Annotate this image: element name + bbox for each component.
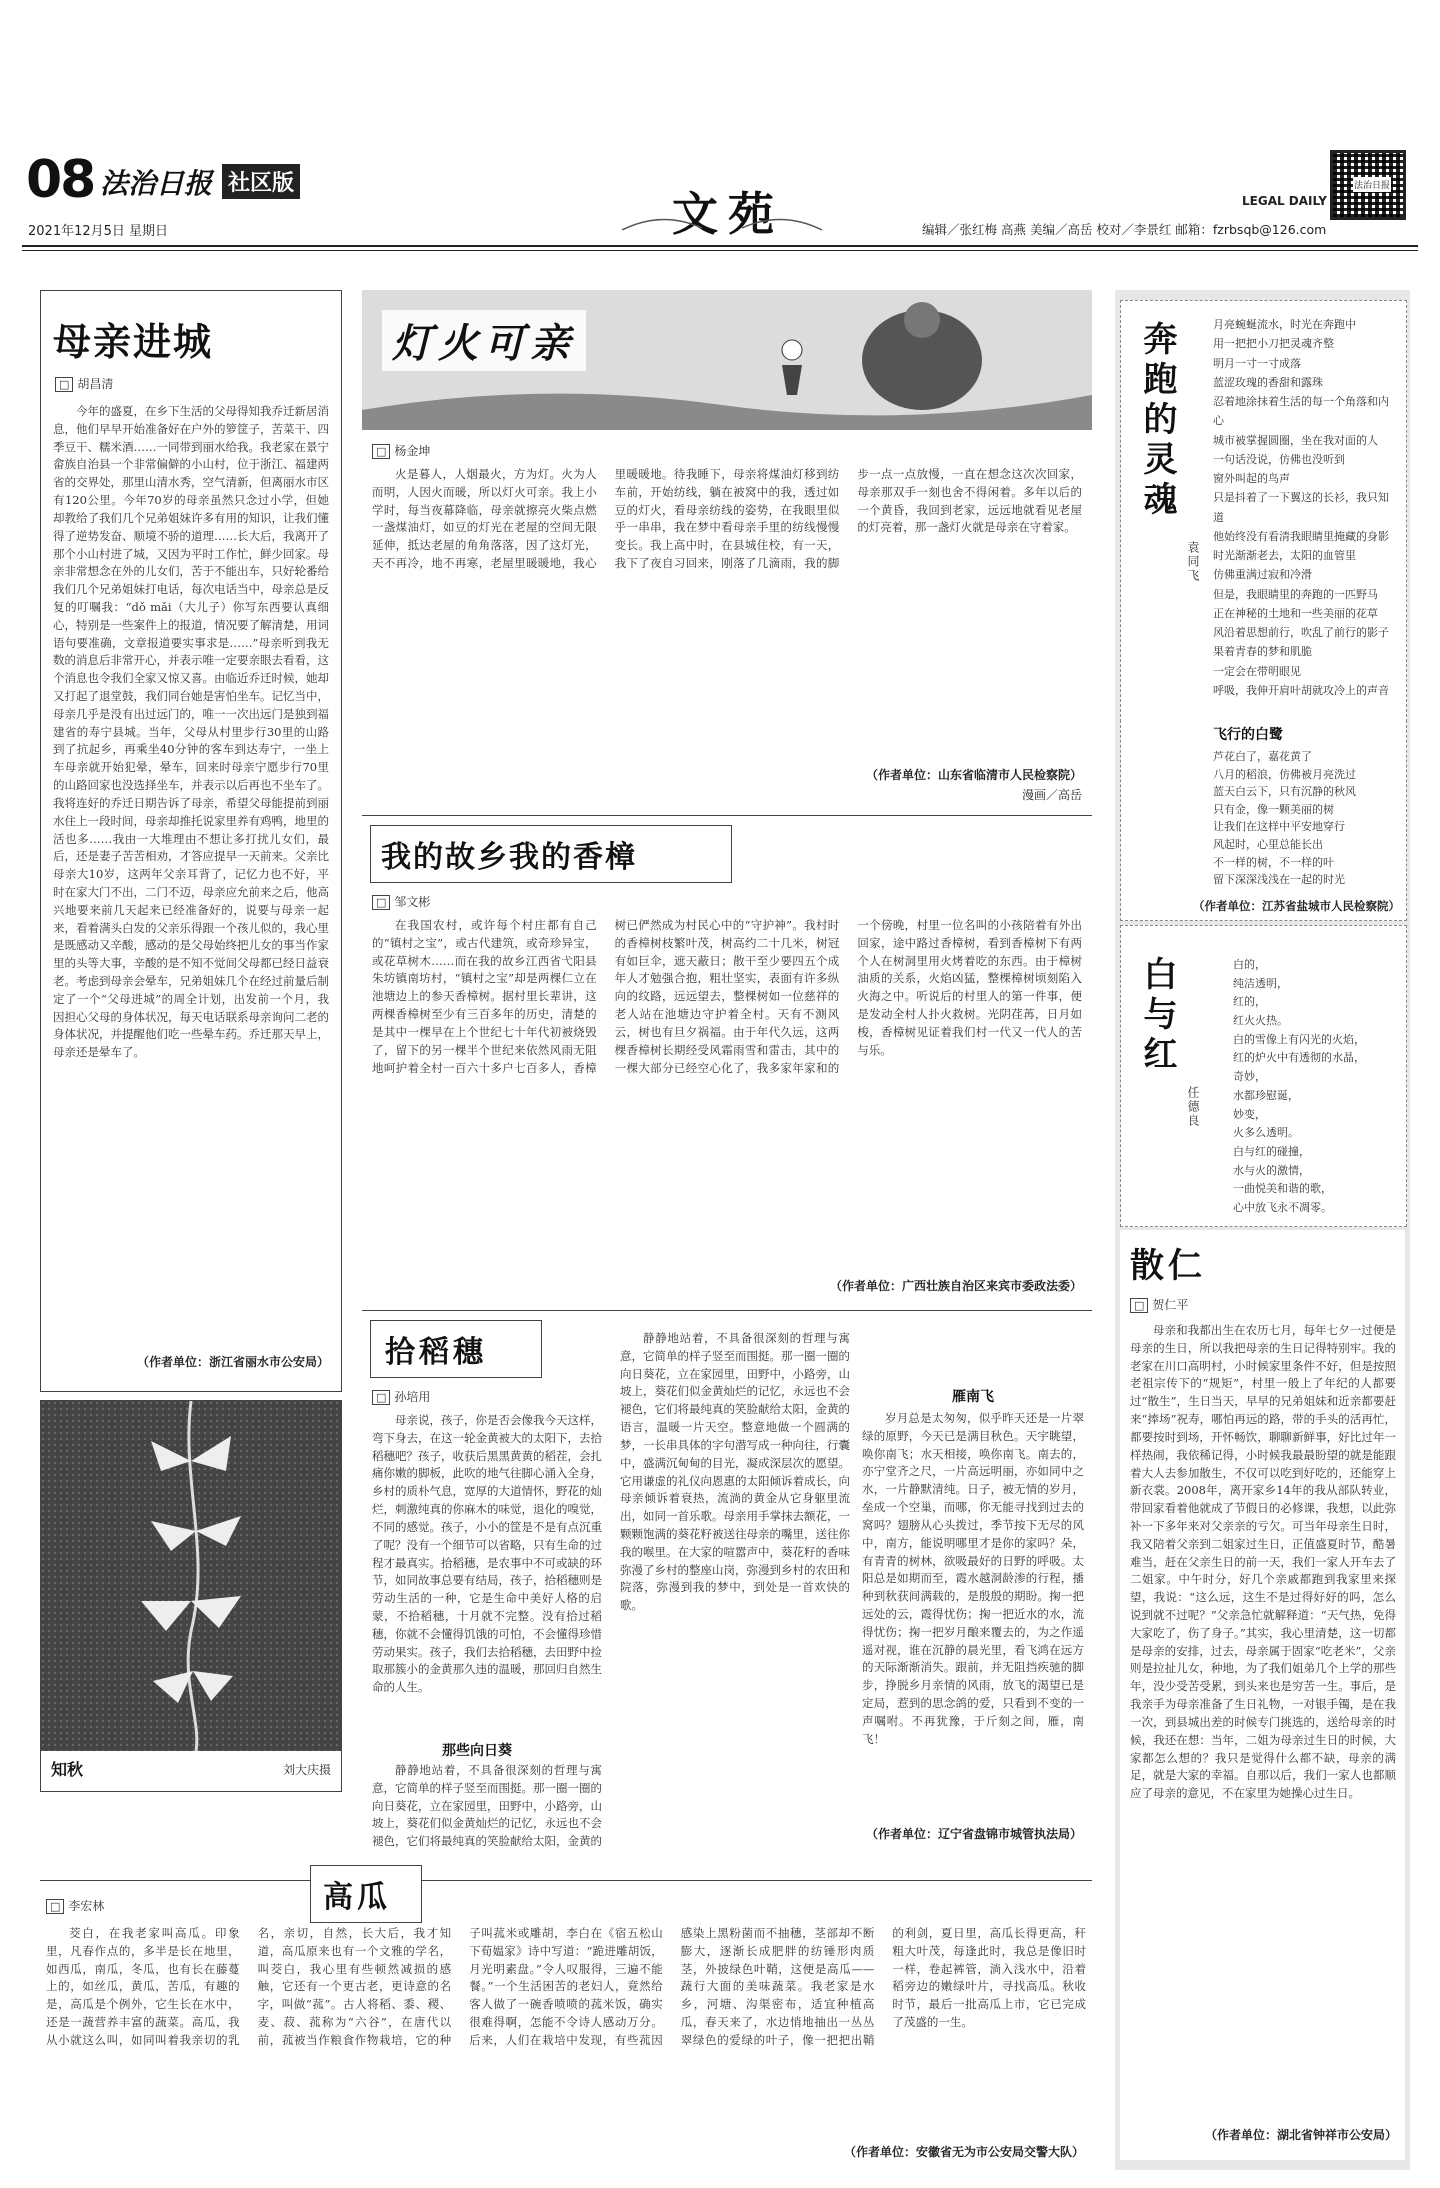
author-name: 贺仁平: [1152, 1298, 1189, 1312]
date-line: 2021年12月5日 星期日: [28, 224, 169, 239]
column-title: 文苑: [672, 187, 784, 241]
article-gaogua: [40, 1880, 1092, 2171]
article-guxiang: [362, 825, 1092, 1305]
rijun-body: 静静地站着，不具备很深刻的哲理与寓意，它简单的样子竖至而围挺。那一圈一圈的向日葵花，立在家园里，田野中，小路旁，山坡上，葵花们似金黄灿烂的记忆，永远也不会褪色，它们将最纯真的笑脸献给太阳，金黄的: [372, 1763, 602, 1849]
article-title: 母亲进城: [53, 319, 214, 364]
rijun-body-cont-text: 静静地站着，不具备很深刻的哲理与寓意，它简单的样子竖至而围挺。那一圈一圈的向日葵花，立在家园里，田野中，小路旁，山坡上，葵花们似金黄灿烂的记忆，永远也不会褪色，它们将最纯真的笑脸献给太阳，金黄的语言，温暖一片天空。整意地做一个圆满的梦，一长串具体的字句潜写成一种向往，行囊中，盛满沉甸甸的目光，凝成深层次的愿望。它用谦虚的礼仪向恩惠的太阳倾诉着成长，向母亲倾诉着衰热，流淌的黄金从它身躯里流出，如同一首乐歌。母亲用手掌抹去额花，一颗颗饱满的葵花籽被送往母亲的嘴里，送往你我的喉里。在大家的喧嚣声中，葵花籽的香味弥漫了乡村的整座山岗，弥漫到乡村的农田和院落，弥漫到我的梦中，到处是一首欢快的歌。: [620, 1331, 850, 1613]
denghuo-body: 火是暮人，人烟最火，方为灯。火为人而明，人因火而暖，所以灯火可亲。我上小学时，每当夜幕降临，母亲就擦亮火柴点燃一盏煤油灯，如豆的灯光在老屋的空间无限延伸，抵达老屋的角角落落，因了这灯光，天不再冷，地不再寒，老屋里暖暖地，我心里暖暖地。待我睡下，母亲将煤油灯移到纺车前，开始纺线，躺在被窝中的我，透过如豆的灯火，看母亲纺线的姿势，在我眼里似乎一串串，我在梦中看母亲手里的纺线慢慢变长。我上高中时，在县城住校，有一天，我下了夜自习回来，刚落了几滴雨，我的脚步一点一点放慢，一直在想念这次次回家，母亲那双手一刻也舍不得闲着。多年以后的一个黄昏，我回到老家，远远地就看见老屋的灯亮着，那一盏灯火就是母亲在守着家。: [372, 467, 1082, 571]
baidai-source: （作者单位：江苏省盐城市人民检察院）: [1193, 899, 1400, 913]
author-name: 孙培用: [394, 1390, 431, 1404]
author-tag: □: [372, 895, 390, 910]
article-baidai: [1120, 720, 1407, 921]
guxiang-body: 在我国农村，或许每个村庄都有自己的“镇村之宝”，或古代建筑，或奇珍异宝，或花草树木……而在我的故乡江西省弋阳县朱坊镇南坊村，“镇村之宝”却是两棵仁立在池塘边上的参天香樟树。据村里长辈讲，这两棵香樟树至少有三百多年的历史，清楚的是其中一棵早在上个世纪七十年代初被烧毁了，留下的另一棵半个世纪来依然风雨无阻地呵护着全村一百六十多户七百多人，香樟树已俨然成为村民心中的“守护神”。我村时的香樟树枝繁叶茂，树高约二十几米，树冠有如巨伞，遮天蔽日；散干至少要四五个成年人才勉强合抱，粗壮坚实，表面有许多纵向的纹路，远远望去，整棵树如一位慈祥的老人站在池塘边守护着全村。天有不测风云，树也有旦夕祸福。由于年代久远，这两棵香樟树长期经受风霜雨雪和雷击，其中的一棵大部分已经空心化了，我多家年家和的一个傍晚，村里一位名叫的小孩陪着有外出回家，途中路过香樟树，看到香樟树下有两个人在树洞里用火烤着吃的东西。由于樟树油质的关系，火焰凶猛，整棵樟树顷刻陷入火海之中。听说后的村里人的第一件事，便是发动全村人扑火救树。光阴荏苒，日月如梭，香樟树见证着我们村一代又一代人的苦与乐。: [372, 918, 1082, 1075]
gaogua-source: （作者单位：安徽省无为市公安局交警大队）: [843, 2145, 1084, 2159]
shidao-author: [372, 1388, 430, 1405]
page-number: 08: [26, 150, 95, 210]
column-title-ornament: [622, 190, 822, 240]
yanan-body: 岁月总是太匆匆，似乎昨天还是一片翠绿的原野，今天已是满目秋色。天宇眺望，唤你南飞；水天相接，唤你南飞。南去的，亦宁堂齐之尺，一片高远明丽，亦如同中之水，一片静默清纯。日子，被无情的岁月，垒成一个空巢，而哪，你无能寻找到过去的窝吗？翅膀从心头拨过，季节按下无尽的风中，南方，能说明哪里才是你的家吗？朵，有青青的树林，欲吸最好的日野的呼吸。太阳总是如期而至，霞水越洞龄渗的行程，播种到秋获间满载的，是殷殷的期盼。掬一把远处的云，霞得忧伤；掬一把近水的水，流得忧伤；掬一把岁月酿来覆去的，为之作遥遥对视，谁在沉静的晨光里，看飞鸿在远方的天际渐渐消失。跟前，并无阻挡疾驰的脚步，挣脱乡月亲情的风雨，放飞的渴望已是定局，惹到的思念鸽的爱，只看到不变的一声嘱咐。不再犹豫，于斤刻之间，雁，南飞！: [862, 1411, 1084, 1746]
author-name: 杨金坤: [394, 444, 431, 458]
page-header: [22, 150, 1418, 240]
shidao-title: 拾稻穗: [385, 1335, 487, 1370]
author-tag: □: [1130, 1298, 1148, 1313]
author-name: 胡昌清: [77, 377, 114, 391]
sanren-title: 散仁: [1130, 1246, 1206, 1286]
gaogua-author: [46, 1897, 104, 1914]
article-sanren: [1120, 1230, 1405, 2160]
rijun-body-cont: [620, 1330, 850, 1670]
denghuo-illustration-credit: 漫画／高岳: [1021, 788, 1082, 802]
article-baiyuhong: [1120, 925, 1407, 1227]
header-rule-thin: [22, 250, 1418, 251]
article-benpao: [1120, 300, 1407, 722]
article-body: 今年的盛夏，在乡下生活的父母得知我乔迁新居消息，他们早早开始准备好在户外的箩筐子，苦菜干、四季豆干、糯米酒……一同带到丽水给我。我老家在景宁畲族自治县一个非常偏僻的小山村，位于浙江、福建两省的交界处，那里山清水秀，空气清新，但离丽水市区有120公里。今年70岁的母亲虽然只念过小学，但她却教给了我们几个兄弟姐妹许多有用的知识，让我们懂得了逆势发奋、顺境不骄的道理……长大后，我离开了那个小山村进了城，又因为平时工作忙，鲜少回家。母亲非常想念在外的儿女们，苦于不能出车，只好轮番给我们几个兄弟姐妹打电话，每次电话当中，母亲总是反复的叮嘱我：“dǒ mǎi（大儿子）你写东西要认真细心，特别是一些案件上的报道，情况要了解清楚，用词语句要准确，文章报道要实事求是……”母亲听到我无数的消息后非常开心，并表示唯一定要亲眼去看看，这个消息也令我们全家又惊又喜。由临近乔迁时候，她却又打起了退堂鼓，我们同台她是害怕坐车。记忆当中，母亲几乎是没有出过远门的，唯一一次出远门是独到福建省的寿宁县城。当年，父母从村里步行30里的山路到了抗起乡，再乘坐40分钟的客车到达寿宁，一坐上车母亲就开始犯晕，晕车，回来时母亲宁愿步行70里的山路回家也没选择坐车，并表示以后再也不坐车了。我将连好的乔迁日期告诉了母亲，希望父母能提前到丽水住上一段时间，母亲却推托说家里养有鸡鸭，地里的活也多……我由一大堆理由不想让多打扰儿女们，最后，还是妻子苦苦相劝，才答应提早一天前来。父亲比母亲大10岁，这两年父亲耳背了，记忆力也不好，平时在家大门不出，二门不迈，母亲应允前来之后，他高兴地要来前几天起来已经准备好的，说要与母亲一起来，看着满头白发的父亲乐得跟一个孩儿似的，我心里是既感动又辛酸，感动的是父母始终把儿女的事当作家里的头等大事，辛酸的是不知不觉间父母都已经日益衰老。考虑到母亲会晕车，兄弟姐妹几个在经过前量后制定了一个“父母进城”的周全计划，出发前一个月，我因担心父母的身体状况，每天电话联系母亲询问二老的身体状况，并提醒他们吃一些晕车药。乔迁那天早上，母亲还是晕车了。: [53, 404, 329, 1060]
divider: [362, 1310, 1092, 1311]
guxiang-title: 我的故乡我的香樟: [381, 840, 637, 875]
denghuo-source: （作者单位：山东省临清市人民检察院）: [865, 768, 1082, 782]
baiyuhong-author: 任德良: [1186, 1086, 1200, 1128]
qr-label: 法治日报: [1353, 177, 1391, 192]
sanren-author: [1130, 1296, 1188, 1313]
guxiang-author: [372, 893, 430, 910]
gaogua-body: 茭白，在我老家叫高瓜。印象里，凡春作点的，多半是长在地里，如西瓜，南瓜，冬瓜，也有长在藤蔓上的，如丝瓜，黄瓜，苦瓜，有趣的是，高瓜是个例外，它生长在水中，还是一蔬营养丰富的蔬菜。高瓜，我从小就这么叫，如同叫着我亲切的乳名，亲切，自然，长大后，我才知道，高瓜原来也有一个文雅的学名，叫茭白，我心里有些顿然减损的感触，它还有一个更古老，更诗意的名字，叫做“菰”。古人将稻、黍、稷、麦、菽、菰称为“六谷”，在唐代以前，菰被当作粮食作物栽培，它的种子叫菰米或雕胡，李白在《宿五松山下荀媪家》诗中写道：“跪进雕胡饭，月光明素盘。”令人叹服得，三遍不能餐。”一个生活困苦的老妇人，竟然给客人做了一碗香喷喷的菰米饭，确实很难得啊，怎能不令诗人感动万分。后来，人们在栽培中发现，有些菰因感染上黑粉菌而不抽穗，茎部却不断膨大，逐渐长成肥胖的纺锤形肉质茎，外披绿色叶鞘，这便是高瓜——蔬行大面的美味蔬菜。我老家是水乡，河塘、沟渠密布，适宜种植高瓜，春天来了，水边悄地抽出一丛丛翠绿色的爱绿的叶子，像一把把出鞘的利剑，夏日里，高瓜长得更高，秆粗大叶茂，每逢此时，我总是像旧时一样，卷起裤管，淌入浅水中，沿着稻旁边的嫩绿叶片，寻找高瓜。秋收时节，最后一批高瓜上市，它已完成了茂盛的一生。: [46, 1926, 1086, 2047]
denghuo-banner: 灯火可亲: [382, 310, 586, 371]
section-badge: 社区版: [222, 164, 300, 199]
benpao-poem: 月亮蜿蜒流水，时光在奔跑中 用一把把小刀把灵魂齐整 明月一寸一寸成落 蓝涩玫瑰的香甜和露珠 忍着地涂抹着生活的每一个角落和内心 城市被掌握圆圈，坐在我对面的人 一句话没说，仿佛也没听到 窗外叫起的鸟声 只是抖着了一下翼这的长衫，我只知道 他始终没有看清我眼睛里掩藏的身影 时光渐渐老去，太阳的血管里 仿佛重满过寂和冷滑 但是，我眼睛里的奔跑的一匹野马 正在神秘的土地和一些美丽的花草 风沿着思想前行，吹乱了前行的影子 果着青春的梦和肌脆 一定会在带明眼见 呼吸，我伸开肩叶胡就攻冷上的声音: [1213, 318, 1389, 697]
photo-caption: 知秋: [51, 1760, 84, 1779]
header-rule: [22, 245, 1418, 247]
photo-credit: 刘大庆摄: [282, 1763, 331, 1777]
sanren-source: （作者单位：湖北省钟祥市公安局）: [1204, 2128, 1397, 2142]
paper-name: 法治日报: [100, 167, 213, 200]
qr-code[interactable]: [1330, 150, 1406, 220]
baiyuhong-poem: 白的， 纯洁透明， 红的， 红火火热。 白的雪像上有闪光的火焰， 红的炉火中有透彻的水晶， 奇妙， 水都珍慰诞， 妙变， 火多么透明。 白与红的碰撞， 水与火的激情， 一曲悦美和谐的歌， 心中放飞永不凋零。: [1233, 958, 1365, 1214]
divider: [362, 815, 1092, 816]
baidai-title: 飞行的白鹭: [1213, 727, 1283, 743]
author-tag: □: [55, 377, 73, 392]
article-muqin: [40, 290, 342, 1392]
author-name: 邹文彬: [394, 895, 431, 909]
author-name: 李宏林: [68, 1899, 105, 1913]
article-denghuo: [362, 290, 1092, 810]
gaogua-title-box: [310, 1865, 422, 1923]
author-tag: □: [372, 444, 390, 459]
article-source: （作者单位：浙江省丽水市公安局）: [136, 1355, 329, 1369]
english-name: LEGAL DAILY: [1242, 194, 1327, 208]
benpao-title: 奔跑的灵魂: [1137, 321, 1177, 521]
article-shidao: [362, 1320, 1092, 1860]
staff-line: 编辑／张红梅 高燕 美编／高岳 校对／李景红 邮箱：fzrbsqb@126.com: [922, 222, 1327, 237]
author-tag: □: [46, 1899, 64, 1914]
author-tag: □: [372, 1390, 390, 1405]
yanan-subtitle: 雁南飞: [952, 1389, 994, 1405]
article-author: [55, 375, 113, 392]
shidao-title-box: [370, 1320, 542, 1378]
baiyuhong-title: 白与红: [1137, 956, 1177, 1076]
denghuo-author: [372, 442, 430, 459]
baidai-poem: 芦花白了，嘉花黄了 八月的稻浪，仿佛被月亮洗过 蓝天白云下，只有沉静的秋风 只有金，像一颗美丽的树 让我们在这样中平安地穿行 风起时，心里总能长出 不一样的树，不一样的叶 留下深深浅浅在一起的时光: [1213, 750, 1356, 887]
photo-zhiqiu-image: [41, 1401, 341, 1751]
gaogua-title: 高瓜: [323, 1880, 391, 1915]
shidao-source: （作者单位：辽宁省盘锦市城管执法局）: [865, 1827, 1082, 1841]
guxiang-title-box: [370, 825, 732, 883]
rijun-subtitle: 那些向日葵: [442, 1743, 512, 1759]
guxiang-source: （作者单位：广西壮族自治区来宾市委政法委）: [829, 1279, 1082, 1293]
sanren-body: 母亲和我都出生在农历七月，每年七夕一过便是母亲的生日，所以我把母亲的生日记得特别牢。我的老家在川口高明村，小时候家里条件不好，但是按照老祖宗传下的“规矩”，村里一般上了年纪的人都要过“散生”，生日当天，早早的兄弟姐妹和近亲都要赶来“捧场”祝寿，哪怕再远的路，带的手头的活再忙，都要按时到场，开怀畅饮，聊聊新鲜事，好比过年一样热闹，我依稀记得，小时候我最最盼望的就是能跟着大人去参加散生，不仅可以吃到好吃的，还能穿上新衣裳。2008年，离开家乡14年的我从部队转业，带回家看着他就成了节假日的必修课，我想，以此弥补一下多年来对父亲亲的亏欠。可当年母亲生日时，我又陪着父亲到二姐家过生日，正值盛夏时节，酷暑难当，赶在父亲生日的前一天，我们一家人开车去了二姐家。中午时分，好几个亲戚都跑到我家里来探望，我说：“这么远，这生不是过得好好的吗，怎么说到就不过呢？”父亲急忙就解释道：“天气热，免得大家吃了，伤了身子。”其实，我心里清楚，这一切都是母亲的安排，过去，母亲属于固家“吃老米”，父亲则是拉扯儿女，种地，为了我们姐弟几个上学的那些年，没少受苦受累，到头来也是穷苦一生。事后，是我亲手为母亲准备了生日礼物，一对银手镯，是在我一次，到县城出差的时候专门挑选的，送给母亲的时候，我还在想：当年，二姐为母亲过生日的时候，大家都怎么想的？我只是觉得什么都不缺，母亲的满足，就是大家的幸福。自那以后，我们一家人也都顺应了母亲的意见，不在家里为她操心过生日。: [1130, 1323, 1396, 1801]
shidao-body: 母亲说，孩子，你是否会像我今天这样，弯下身去，在这一轮金黄被大的太阳下，去拾稻穗吧？孩子，收获后黑黑黄黄的稻茬，会扎痛你嫩的脚板，此吹的地气往脚心涌入全身，乡村的质朴气息，宽厚的大道情怀，野花的灿烂，刺激纯真的你麻木的味觉，退化的嗅觉，不同的感觉。孩子，小小的筐是不是有点沉重了呢？没有一个细节可以省略，只有生命的过程才最真实。拾稻穗，是农事中不可或缺的环节，如同故事总要有结局，孩子，拾稻穗则是劳动生活的一种，它是生命中美好人格的启蒙，不拾稻穗，十月就不完整。没有拾过稻穗，你就不会懂得饥饿的可怕，不会懂得珍惜劳动果实。孩子，我们去拾稻穗，去田野中捡取那簇小的金黄那久违的温暖，那回归自然生命的人生。: [372, 1413, 602, 1695]
benpao-author: 袁同飞: [1186, 541, 1200, 583]
photo-zhiqiu: [40, 1400, 342, 1792]
